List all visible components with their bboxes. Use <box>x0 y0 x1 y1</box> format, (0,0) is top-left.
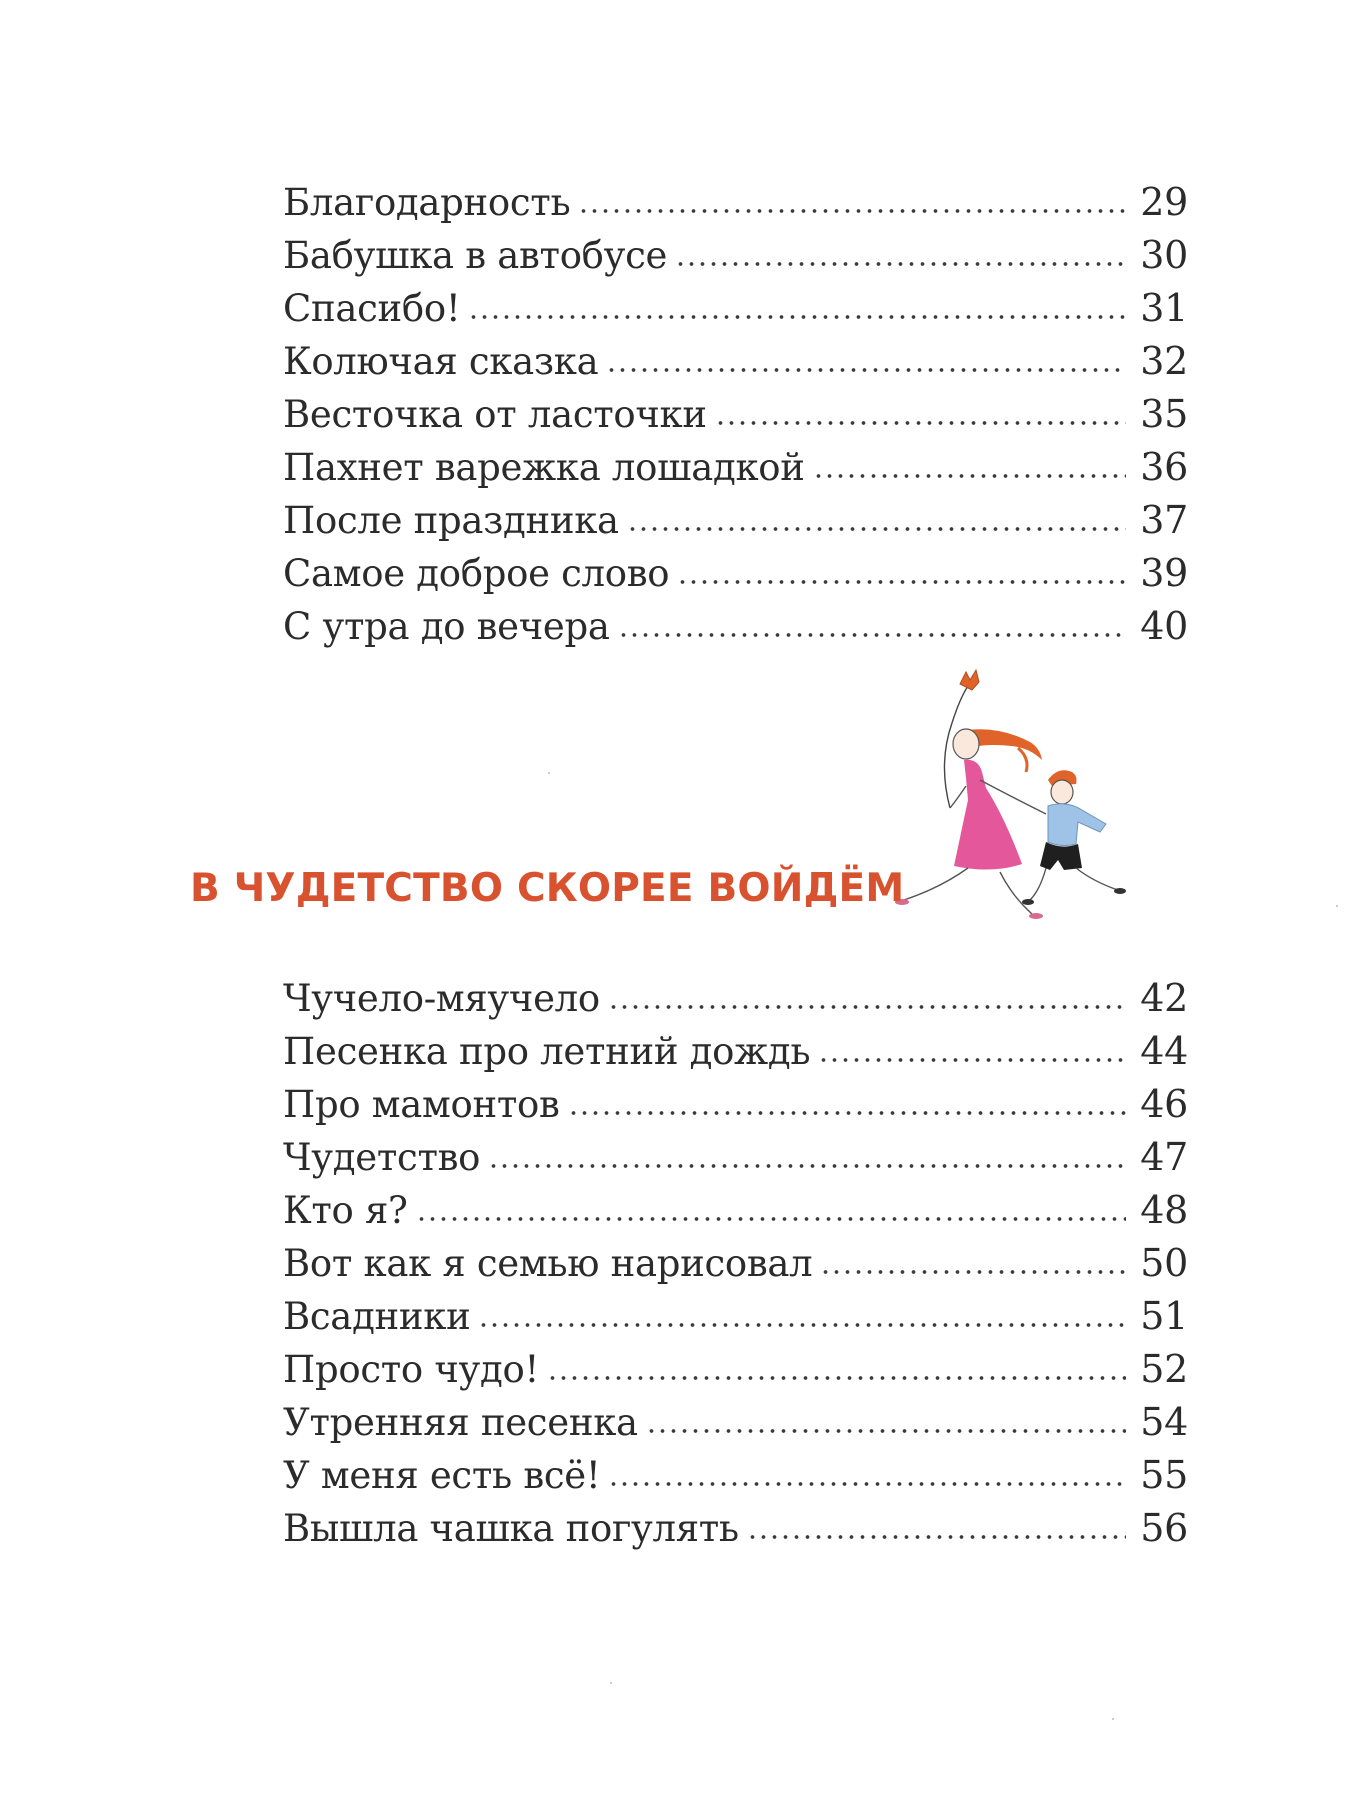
toc-entry-page: 51 <box>1140 1294 1188 1338</box>
dot-leader <box>675 258 1126 270</box>
toc-entry-page: 30 <box>1140 233 1188 277</box>
toc-entry-title: Песенка про летний дождь <box>283 1030 811 1073</box>
dot-leader <box>818 1054 1126 1066</box>
dot-leader <box>578 205 1126 217</box>
dot-leader <box>468 311 1126 323</box>
toc-entry-title: Самое доброе слово <box>283 552 670 595</box>
toc-entry[interactable] <box>283 229 1188 282</box>
dot-leader <box>820 1266 1126 1278</box>
toc-entry[interactable] <box>283 1131 1188 1184</box>
paper-speck <box>610 1682 612 1684</box>
toc-entry-page: 52 <box>1140 1347 1188 1391</box>
toc-entry-title: Весточка от ласточки <box>283 393 707 436</box>
toc-entry-page: 44 <box>1140 1029 1188 1073</box>
toc-entry-page: 31 <box>1140 286 1188 330</box>
toc-entry-page: 50 <box>1140 1241 1188 1285</box>
section-heading: В ЧУДЕТСТВО СКОРЕЕ ВОЙДЁМ <box>190 866 905 911</box>
toc-entry-page: 42 <box>1140 976 1188 1020</box>
girl-head <box>953 729 979 759</box>
toc-entry[interactable] <box>283 1343 1188 1396</box>
dot-leader <box>478 1319 1126 1331</box>
dot-leader <box>416 1213 1127 1225</box>
toc-entry-page: 55 <box>1140 1453 1188 1497</box>
toc-entry-page: 54 <box>1140 1400 1188 1444</box>
toc-entry-title: Кто я? <box>283 1189 408 1232</box>
toc-entry-page: 40 <box>1140 604 1188 648</box>
girl-dress <box>954 760 1022 870</box>
toc-entry[interactable] <box>283 1184 1188 1237</box>
dot-leader <box>608 1001 1126 1013</box>
toc-list-part-two <box>283 972 1188 1555</box>
dot-leader <box>618 629 1127 641</box>
toc-entry-page: 56 <box>1140 1506 1188 1550</box>
toc-entry[interactable] <box>283 547 1188 600</box>
toc-entry-page: 48 <box>1140 1188 1188 1232</box>
toc-entry-title: Утренняя песенка <box>283 1401 638 1444</box>
toc-entry-title: Благодарность <box>283 181 571 224</box>
toc-entry[interactable] <box>283 1078 1188 1131</box>
toc-entry-title: Про мамонтов <box>283 1083 560 1126</box>
toc-list-part-one <box>283 176 1188 653</box>
toc-entry[interactable] <box>283 1396 1188 1449</box>
toc-entry[interactable] <box>283 176 1188 229</box>
toc-entry-title: Чудетство <box>283 1136 481 1179</box>
toc-entry-page: 37 <box>1140 498 1188 542</box>
dot-leader <box>608 1478 1126 1490</box>
toc-entry[interactable] <box>283 335 1188 388</box>
toc-entry[interactable] <box>283 441 1188 494</box>
dot-leader <box>715 417 1126 429</box>
toc-entry-page: 35 <box>1140 392 1188 436</box>
dot-leader <box>606 364 1126 376</box>
toc-entry[interactable] <box>283 1502 1188 1555</box>
toc-entry-page: 46 <box>1140 1082 1188 1126</box>
toc-entry-title: Чучело-мяучело <box>283 977 600 1020</box>
toc-entry[interactable] <box>283 1290 1188 1343</box>
toc-entry-page: 32 <box>1140 339 1188 383</box>
children-running-illustration <box>880 668 1180 938</box>
dot-leader <box>547 1372 1126 1384</box>
toc-entry-page: 39 <box>1140 551 1188 595</box>
dot-leader <box>646 1425 1126 1437</box>
dot-leader <box>627 523 1126 535</box>
toc-entry-title: Всадники <box>283 1295 471 1338</box>
toc-entry[interactable] <box>283 600 1188 653</box>
paper-speck <box>1336 905 1338 907</box>
paper-speck <box>1112 1718 1114 1720</box>
paper-speck <box>548 772 550 774</box>
toc-entry[interactable] <box>283 1449 1188 1502</box>
toc-entry-title: Колючая сказка <box>283 340 599 383</box>
toc-entry-title: Вот как я семью нарисовал <box>283 1242 813 1285</box>
toc-entry-title: С утра до вечера <box>283 605 610 648</box>
boy-shirt <box>1048 804 1106 846</box>
toc-entry-title: Спасибо! <box>283 287 461 330</box>
dot-leader <box>747 1531 1126 1543</box>
toc-entry[interactable] <box>283 388 1188 441</box>
toc-entry-title: Пахнет варежка лошадкой <box>283 446 805 489</box>
toc-entry-page: 47 <box>1140 1135 1188 1179</box>
toc-entry-title: У меня есть всё! <box>283 1454 601 1497</box>
toc-entry-title: После праздника <box>283 499 619 542</box>
dot-leader <box>813 470 1127 482</box>
toc-entry-title: Вышла чашка погулять <box>283 1507 739 1550</box>
toc-entry[interactable] <box>283 494 1188 547</box>
toc-entry[interactable] <box>283 972 1188 1025</box>
dot-leader <box>677 576 1126 588</box>
flower-icon <box>960 670 979 690</box>
toc-entry[interactable] <box>283 282 1188 335</box>
toc-entry-title: Просто чудо! <box>283 1348 540 1391</box>
toc-entry-page: 29 <box>1140 180 1188 224</box>
toc-entry[interactable] <box>283 1025 1188 1078</box>
boy-shorts <box>1040 842 1082 870</box>
boy-head <box>1051 780 1073 804</box>
toc-entry-title: Бабушка в автобусе <box>283 234 668 277</box>
dot-leader <box>488 1160 1126 1172</box>
toc-entry-page: 36 <box>1140 445 1188 489</box>
dot-leader <box>568 1107 1127 1119</box>
toc-entry[interactable] <box>283 1237 1188 1290</box>
